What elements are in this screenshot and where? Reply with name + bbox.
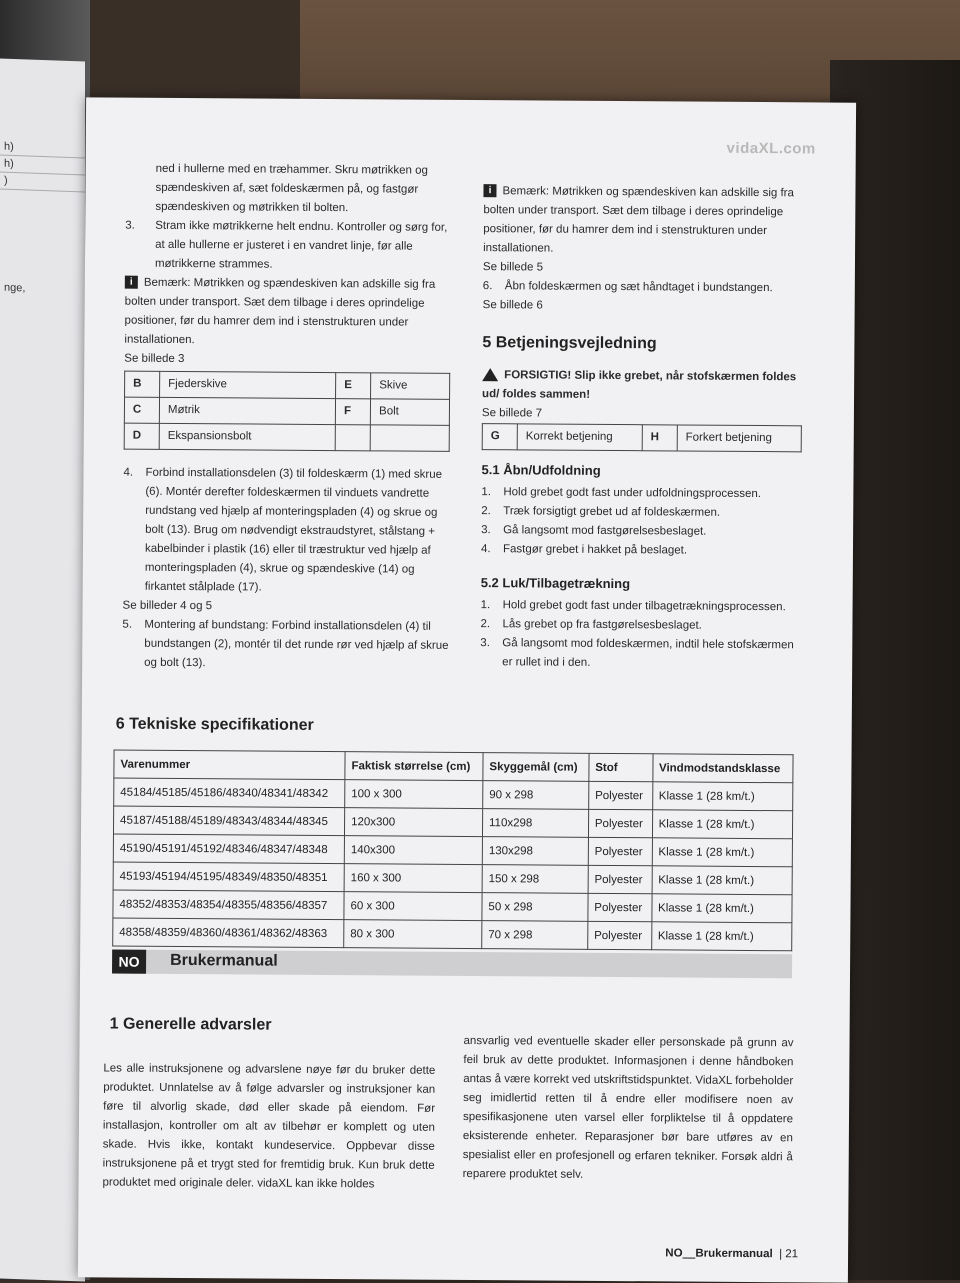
step-number: 2. bbox=[480, 618, 491, 631]
step-number: 2. bbox=[481, 505, 491, 518]
parts-table bbox=[124, 371, 451, 452]
part-key: D bbox=[124, 423, 159, 449]
spec-table bbox=[112, 750, 793, 952]
table-cell: Polyester bbox=[588, 809, 652, 837]
footer-label: Brukermanual bbox=[695, 1247, 773, 1261]
part-name: Møtrik bbox=[159, 397, 335, 424]
table-row bbox=[113, 918, 792, 951]
page-fragment: nge, bbox=[4, 281, 26, 295]
table-cell: Klasse 1 (28 km/t.) bbox=[652, 810, 793, 839]
part-key: E bbox=[336, 373, 371, 399]
part-name: Ekspansionsbolt bbox=[159, 423, 335, 450]
table-cell: 100 x 300 bbox=[345, 780, 483, 809]
table-cell: 80 x 300 bbox=[344, 920, 482, 949]
table-cell: 140x300 bbox=[344, 836, 482, 865]
language-badge: NO bbox=[112, 950, 146, 974]
table-cell: 120x300 bbox=[344, 808, 482, 837]
list-item: Gå langsomt mod foldeskærmen, indtil hele stofskærmen er rullet ind i den. bbox=[502, 637, 794, 669]
manual-page bbox=[78, 97, 856, 1282]
table-cell: 45184/45185/45186/48340/48341/48342 bbox=[114, 778, 345, 808]
right-column bbox=[480, 182, 803, 674]
table-row bbox=[125, 371, 450, 399]
table-row bbox=[482, 424, 801, 452]
table-cell: 48358/48359/48360/48361/48362/48363 bbox=[113, 918, 344, 948]
page-footer bbox=[665, 1247, 798, 1260]
step-5-text: Montering af bundstang: Forbind installationsdelen (4) til bundstangen (2), montér til det runde rør ved hjælp af skrue og bolt (13). bbox=[144, 618, 449, 670]
table-cell: Klasse 1 (28 km/t.) bbox=[651, 894, 792, 923]
table-cell: Klasse 1 (28 km/t.) bbox=[652, 838, 793, 867]
step-6-text: Åbn foldeskærmen og sæt håndtaget i bundstangen. bbox=[504, 280, 773, 295]
footer-lang: NO bbox=[665, 1247, 683, 1260]
language-section-bar bbox=[112, 950, 792, 979]
table-cell: 130x298 bbox=[482, 837, 588, 866]
table-cell: 45187/45188/45189/48343/48344/48345 bbox=[113, 806, 344, 836]
part-key: H bbox=[642, 425, 677, 451]
page-fragment: h) bbox=[0, 156, 85, 176]
section-5-title: 5 Betjeningsvejledning bbox=[482, 334, 657, 353]
list-item: Fastgør grebet i hakket på beslaget. bbox=[502, 543, 688, 557]
language-section-title: Brukermanual bbox=[170, 951, 278, 970]
part-key: B bbox=[125, 371, 160, 397]
warnings-right-text: ansvarlig ved eventuelle skader eller personskade på grunn av feil bruk av dette produktet. Informasjonen i denne håndboken antas å være korrekt ved utskriftstidspunktet. VidaXL forbeholder seg imidlertid retten til å endre eller modifisere noen av spesifikasjonene uten varsel eller forpliktelse til å oppdatere eksisterende enheter. Reparasjoner bør bare utføres av en spesialist eller en profesjonell og erfaren tekniker. Forsøk aldri å reparere produktet selv. bbox=[462, 1034, 794, 1181]
table-row bbox=[124, 397, 449, 425]
warning-icon bbox=[482, 369, 498, 382]
step-number: 5. bbox=[122, 618, 133, 631]
part-name: Fjederskive bbox=[160, 371, 336, 398]
step-3-text: Stram ikke møtrikkerne helt endnu. Kontroller og sørg for, at alle hullerne er justeret i en vandret linje, før alle møtrikkerne strammes. bbox=[154, 219, 448, 271]
table-cell: Polyester bbox=[588, 781, 652, 809]
see-images-4-5: Se billeder 4 og 5 bbox=[122, 599, 213, 613]
vidaxl-logo: vidaXL.com bbox=[726, 139, 816, 158]
step-number: 4. bbox=[480, 543, 491, 556]
list-item: Hold grebet godt fast under tilbagetrækningsprocessen. bbox=[502, 599, 786, 614]
part-name: Forkert betjening bbox=[677, 425, 801, 452]
table-cell: 160 x 300 bbox=[344, 864, 482, 893]
table-cell: Klasse 1 (28 km/t.) bbox=[652, 866, 793, 895]
table-cell: 70 x 298 bbox=[482, 921, 588, 950]
page-fragment: ) bbox=[0, 173, 85, 193]
intro-text: ned i hullerne med en træhammer. Skru møtrikken og spændeskiven af, sæt foldeskærmen på, og fastgør spændeskiven og møtrikken til bolten. bbox=[155, 162, 428, 215]
section-1-title: 1 Generelle advarsler bbox=[109, 1015, 272, 1034]
table-cell: Polyester bbox=[588, 837, 652, 865]
step-number: 3. bbox=[480, 637, 490, 650]
section-5-2-title: 5.2 Luk/Tilbagetrækning bbox=[480, 575, 631, 592]
table-cell: Polyester bbox=[588, 865, 652, 893]
table-cell: 110x298 bbox=[482, 809, 588, 838]
section-6-title: 6 Tekniske specifikationer bbox=[115, 715, 314, 734]
table-cell: 150 x 298 bbox=[482, 865, 588, 894]
step-number: 4. bbox=[123, 466, 134, 479]
part-name bbox=[370, 425, 449, 452]
step-number: 3. bbox=[481, 524, 491, 537]
see-image-5: Se billede 5 bbox=[482, 261, 544, 274]
info-icon: i bbox=[125, 276, 138, 289]
note-text: Bemærk: Møtrikken og spændeskiven kan adskille sig fra bolten under transport. Sæt dem tilbage i deres oprindelige positioner, før du hamrer dem ind i stenstrukturen under installationen. bbox=[124, 276, 436, 347]
step-number: 1. bbox=[480, 599, 491, 612]
step-number: 1. bbox=[481, 486, 492, 499]
step-4-text: Forbind installationsdelen (3) til foldeskærm (1) med skrue (6). Montér derefter foldeskærmen til vinduets vandrette rundstang ved hjælp af monteringspladen (4) og skrue og bolt (13). Brug om nødvendigt ekstraudstyret, stålstang + kabelbinder i plastik (16) eller til træstruktur ved hjælp af monteringspladen (4), skrue og spændeskive (14) og firkantet stålplade (17). bbox=[144, 466, 443, 594]
table-cell: 50 x 298 bbox=[482, 893, 588, 922]
page-fragment: h) bbox=[0, 139, 85, 159]
part-key bbox=[335, 425, 370, 451]
part-name: Skive bbox=[371, 373, 450, 400]
list-item: Gå langsomt mod fastgørelsesbeslaget. bbox=[503, 524, 707, 538]
list-item: Lås grebet op fra fastgørelsesbeslaget. bbox=[502, 618, 702, 632]
column-header: Varenummer bbox=[114, 750, 345, 780]
table-cell: Klasse 1 (28 km/t.) bbox=[651, 922, 792, 951]
part-name: Bolt bbox=[370, 399, 449, 426]
part-key: C bbox=[124, 397, 159, 423]
list-item: Hold grebet godt fast under udfoldningsprocessen. bbox=[503, 486, 762, 501]
see-image-7: Se billede 7 bbox=[481, 407, 543, 420]
part-name: Korrekt betjening bbox=[517, 424, 642, 451]
table-cell: 90 x 298 bbox=[483, 781, 589, 810]
info-icon: i bbox=[483, 185, 496, 198]
table-cell: 45193/45194/45195/48349/48350/48351 bbox=[113, 862, 344, 892]
see-image-3: Se billede 3 bbox=[124, 352, 185, 366]
part-key: F bbox=[335, 399, 370, 425]
column-header: Faktisk størrelse (cm) bbox=[345, 752, 483, 781]
list-item: Træk forsigtigt grebet ud af foldeskærmen. bbox=[503, 505, 721, 519]
table-cell: 48352/48353/48354/48355/48356/48357 bbox=[113, 890, 344, 920]
step-number: 6. bbox=[482, 280, 493, 293]
column-header: Vindmodstandsklasse bbox=[652, 754, 793, 783]
table-cell: 45190/45191/45192/48346/48347/48348 bbox=[113, 834, 344, 864]
table-cell: Polyester bbox=[588, 893, 652, 921]
table-cell: 60 x 300 bbox=[344, 892, 482, 921]
previous-page-edge bbox=[0, 59, 85, 1282]
table-cell: Klasse 1 (28 km/t.) bbox=[652, 782, 793, 811]
table-cell: Polyester bbox=[588, 921, 652, 949]
page-number: | 21 bbox=[779, 1248, 799, 1261]
part-key: G bbox=[482, 424, 517, 450]
column-header: Skyggemål (cm) bbox=[483, 753, 589, 782]
warnings-left-text: Les alle instruksjonene og advarslene nøye før du bruker dette produktet. Unnlatelse av å følge advarsler og instruksjoner kan føre til alvorlig skade, død eller skade på eiendom. Før installasjon, kontroller om alt av tilbehør er komplett og uten skade. Hvis ikke, kontakt kundeservice. Oppbevar disse instruksjonene på et trygt sted for fremtidig bruk. Kun bruk dette produktet med originale deler. vidaXL kan ikke holdes bbox=[102, 1062, 436, 1191]
note-text: Bemærk: Møtrikken og spændeskiven kan adskille sig fra bolten under transport. Sæt dem tilbage i deres oprindelige positioner, før du hamrer dem ind i stenstrukturen under installationen. bbox=[483, 185, 794, 255]
section-5-1-title: 5.1 Åbn/Udfoldning bbox=[481, 462, 601, 478]
warning-text: FORSIGTIG! Slip ikke grebet, når stofskærmen foldes ud/ foldes sammen! bbox=[482, 369, 797, 401]
operation-table bbox=[482, 423, 802, 452]
column-header: Stof bbox=[589, 753, 653, 781]
table-row bbox=[124, 423, 449, 451]
see-image-6: Se billede 6 bbox=[482, 299, 543, 312]
left-column bbox=[122, 160, 456, 675]
step-number: 3. bbox=[125, 219, 135, 232]
